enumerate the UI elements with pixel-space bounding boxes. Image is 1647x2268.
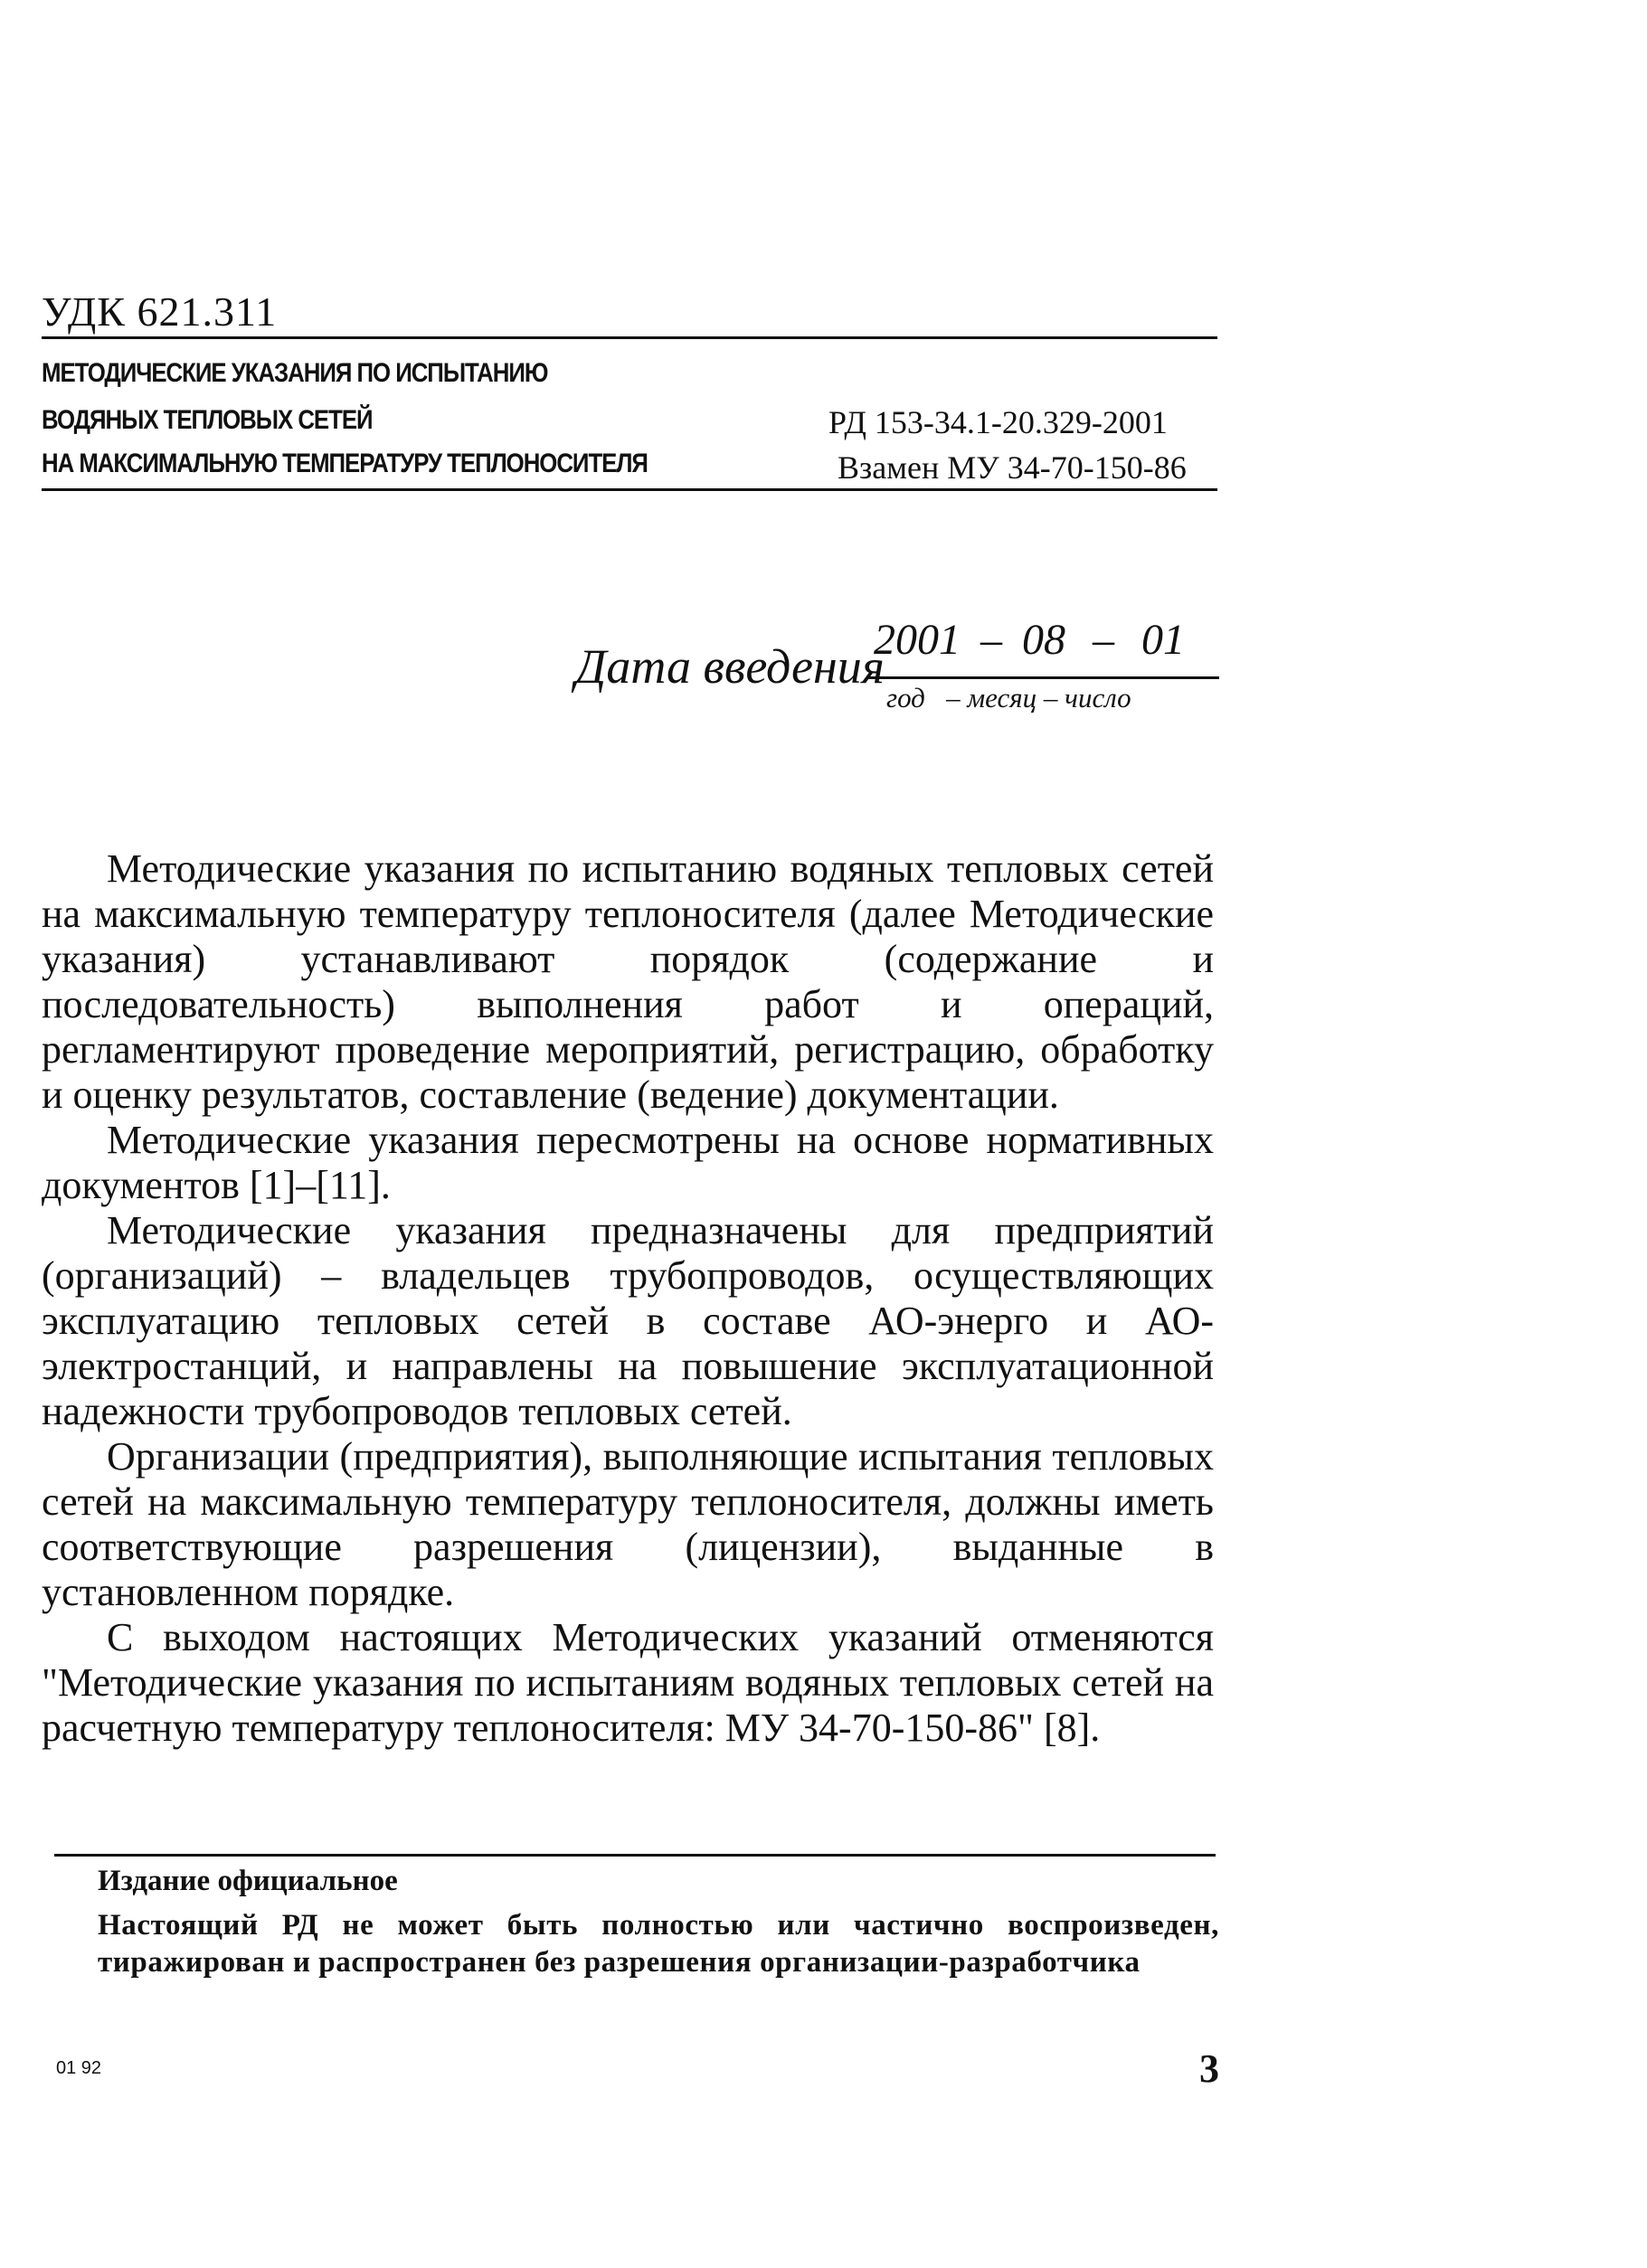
intro-date-day: 01	[1141, 616, 1185, 664]
body-paragraph-2: Методические указания пересмотрены на основе нормативных документов [1]–[11].	[42, 1118, 1214, 1207]
document-title-line-3: НА МАКСИМАЛЬНУЮ ТЕМПЕРАТУРУ ТЕПЛОНОСИТЕЛЯ	[42, 449, 648, 478]
official-edition-label: Издание официальное	[98, 1865, 398, 1897]
document-title-line-1: МЕТОДИЧЕСКИЕ УКАЗАНИЯ ПО ИСПЫТАНИЮ	[42, 358, 548, 388]
print-code: 01 92	[56, 2058, 102, 2078]
udk-code: УДК 621.311	[42, 288, 278, 335]
intro-date-month: 08	[1022, 616, 1065, 664]
body-paragraph-3: Методические указания предназначены для предприятий (организаций) – владельцев трубопроводов, осуществляющих эксплуатацию тепловых сетей в составе АО-энерго и АО-электростанций, и направлены на повышение эксплуатационной надежности трубопроводов тепловых сетей.	[42, 1208, 1214, 1433]
page-number: 3	[1199, 2046, 1219, 2091]
intro-date-label: Дата введения	[575, 639, 885, 694]
intro-date-caption: год – месяц – число	[886, 682, 1131, 713]
rd-code: РД 153-34.1-20.329-2001	[828, 404, 1168, 440]
intro-date-dash-2: –	[1093, 616, 1114, 664]
document-body	[42, 846, 1214, 1751]
header-bottom-rule	[42, 488, 1217, 491]
document-title-line-2: ВОДЯНЫХ ТЕПЛОВЫХ СЕТЕЙ	[42, 405, 373, 435]
body-paragraph-5: С выходом настоящих Методических указаний отменяются "Методические указания по испытаниям водяных тепловых сетей на расчетную температуру теплоносителя: МУ 34-70-150-86" [8].	[42, 1615, 1214, 1750]
header-top-rule	[42, 336, 1217, 339]
intro-date-value	[874, 615, 1217, 665]
replaces-code: Взамен МУ 34-70-150-86	[838, 449, 1187, 486]
intro-date-dash-1: –	[980, 616, 1002, 664]
footer-notice-block	[98, 1863, 1219, 1981]
body-paragraph-1: Методические указания по испытанию водяных тепловых сетей на максимальную температуру теплоносителя (далее Методические указания) устанавливают порядок (содержание и последовательность) выполнения работ и операций, регламентируют проведение мероприятий, регистрацию, обработку и оценку результатов, составление (ведение) документации.	[42, 846, 1214, 1117]
intro-date-rule	[868, 676, 1219, 679]
footer-rule	[54, 1854, 1216, 1857]
reproduction-notice: Настоящий РД не может быть полностью или частично воспроизведен, тиражирован и распространен без разрешения организации-разработчика	[98, 1909, 1219, 1979]
intro-date-year: 2001	[874, 616, 961, 664]
body-paragraph-4: Организации (предприятия), выполняющие испытания тепловых сетей на максимальную температуру теплоносителя, должны иметь соответствующие разрешения (лицензии), выданные в установленном порядке.	[42, 1434, 1214, 1614]
